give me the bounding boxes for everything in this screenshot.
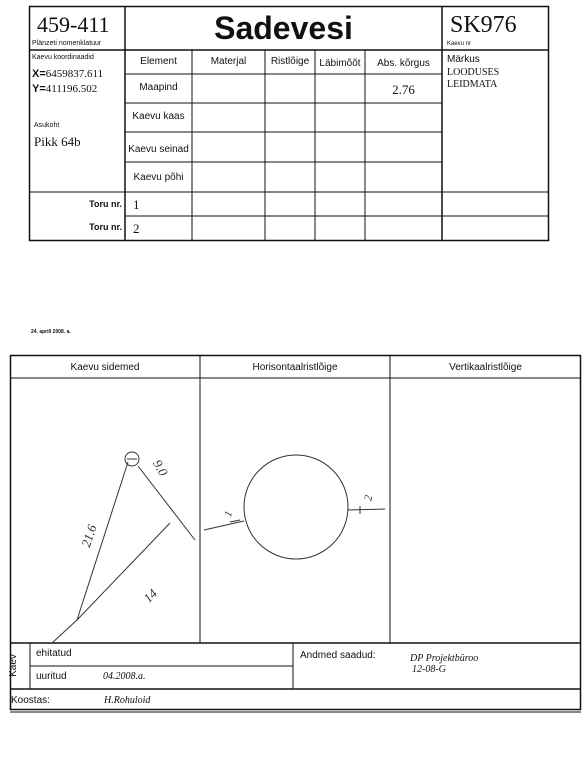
coord-x-prefix: X= [32, 68, 46, 80]
andmed-line1: DP Projektbüroo [410, 653, 479, 664]
coord-y-prefix: Y= [32, 83, 46, 95]
ties-sketch [52, 452, 195, 643]
col-abs-korgus: Abs. kõrgus [377, 58, 430, 69]
row-abs-value: 2.76 [392, 82, 415, 97]
andmed-line2: 12-08-G [412, 664, 446, 675]
remarks-label: Märkus [447, 54, 480, 65]
row-element: Kaevu seinad [128, 144, 189, 155]
col-ristloige: Ristlõige [270, 56, 310, 67]
pipe-number: 1 [133, 197, 140, 212]
horizontal-section-sketch [204, 455, 385, 559]
location-value: Pikk 64b [34, 134, 81, 149]
col-ties-header: Kaevu sidemed [70, 362, 140, 373]
pipe-label: Toru nr. [89, 222, 122, 232]
sketch-dist-left: 21.6 [78, 522, 100, 549]
planzeti-label: Plänzeti nomenklatuur [32, 40, 102, 47]
col-horizontal-header: Horisontaalristlõige [252, 362, 338, 373]
row-element: Maapind [139, 82, 178, 93]
pipe-number: 2 [133, 221, 140, 236]
ehitatud-label: ehitatud [36, 648, 72, 659]
coord-x [32, 68, 103, 80]
kaev-label: Kaev [7, 654, 19, 677]
remarks-line2: LEIDMATA [447, 79, 498, 90]
well-id: SK976 [450, 12, 517, 38]
uuritud-label: uuritud [36, 671, 67, 682]
col-element: Element [140, 56, 177, 67]
sketch-pipe-left: 1 [222, 509, 236, 519]
remarks-line1: LOODUSES [447, 67, 500, 78]
coord-y [32, 83, 97, 95]
location-label: Asukoht [34, 122, 60, 129]
andmed-label: Andmed saadud: [300, 650, 376, 661]
koostas-value: H.Rohuloid [104, 695, 151, 706]
col-labimoot: Läbimõõt [319, 58, 361, 69]
uuritud-value: 04.2008.a. [103, 671, 146, 682]
date-note: 24. aprill 2008. a. [31, 329, 71, 335]
coordinates-label: Kaevu koordinaadid [32, 54, 94, 61]
sketch-dist-top: 9.0 [150, 456, 172, 479]
well-id-label: Kaevu nr [447, 41, 472, 47]
sketch-pipe-right: 2 [362, 494, 376, 502]
row-element: Kaevu põhi [133, 172, 184, 183]
row-element: Kaevu kaas [132, 111, 185, 122]
koostas-label: Koostas: [11, 695, 50, 706]
planzeti-value: 459-411 [37, 12, 110, 37]
col-materjal: Materjal [210, 56, 247, 67]
pipe-label: Toru nr. [89, 199, 122, 209]
page-title: Sadevesi [214, 10, 353, 46]
sketch-dist-right: 14 [140, 585, 161, 606]
col-vertical-header: Vertikaalristlõige [449, 362, 522, 373]
coord-x-value: 6459837.611 [45, 68, 104, 80]
coord-y-value: 411196.502 [45, 83, 98, 95]
